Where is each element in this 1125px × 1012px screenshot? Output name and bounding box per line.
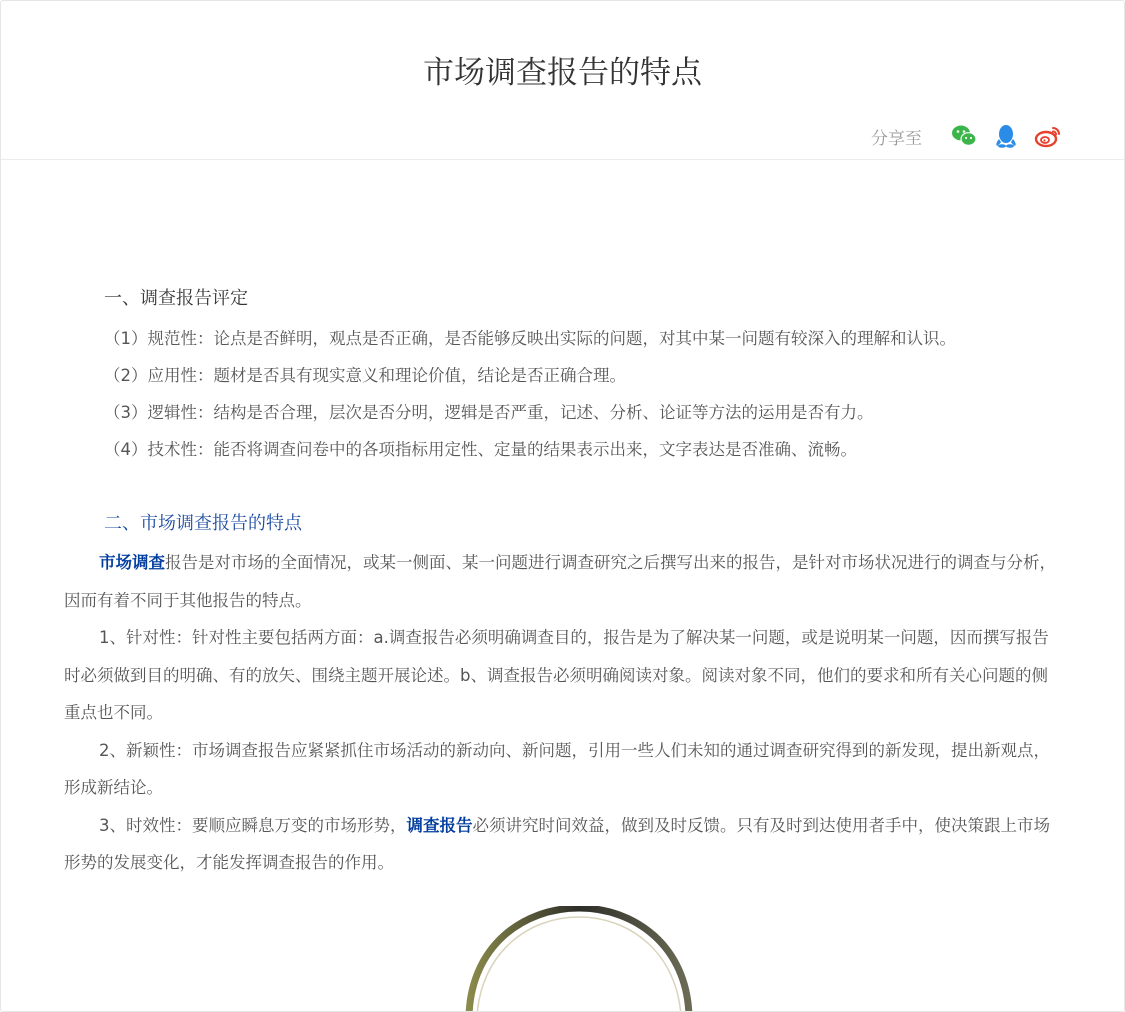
point3-text-pre: 3、时效性：要顺应瞬息万变的市场形势，: [99, 815, 407, 835]
point3-text-post: 必须讲究时间效益，做到及时反馈。只有及时到达使用者手中，使决策跟上市场形势的发展变化，才能发挥调查报告的作用。: [64, 815, 1050, 872]
section-heading-features: 二、市场调查报告的特点: [104, 513, 302, 534]
magnifier-image: [463, 906, 695, 1012]
page-title: 市场调查报告的特点: [423, 55, 702, 91]
intro-text: 报告是对市场的全面情况，或某一侧面、某一问题进行调查研究之后撰写出来的报告，是针对市场状况进行的调查与分析，因而有着不同于其他报告的特点。: [64, 553, 1056, 610]
section-heading-evaluation: 一、调查报告评定: [104, 288, 248, 309]
keyword-link-market-research[interactable]: 市场调查: [99, 553, 165, 572]
criterion-item: （2）应用性：题材是否具有现实意义和理论价值，结论是否正确合理。: [104, 366, 626, 385]
feature-paragraph: 1、针对性：针对性主要包括两方面：a.调查报告必须明确调查目的，报告是为了解决某一问题，或是说明某一问题，因而撰写报告时必须做到目的明确、有的放矢、围绕主题开展论述。b、调查报告必须明确阅读对象。阅读对象不同，他们的要求和所有关心问题的侧重点也不同。: [64, 628, 1049, 722]
intro-paragraph: [64, 544, 1064, 619]
criterion-item: （3）逻辑性：结构是否合理，层次是否分明，逻辑是否严重，记述、分析、论证等方法的运用是否有力。: [104, 403, 874, 422]
article-body: [64, 281, 1064, 882]
feature-paragraph: 2、新颖性：市场调查报告应紧紧抓住市场活动的新动向、新问题，引用一些人们未知的通过调查研究得到的新发现，提出新观点，形成新结论。: [64, 740, 1050, 797]
criterion-item: （4）技术性：能否将调查问卷中的各项指标用定性、定量的结果表示出来，文字表达是否准确、流畅。: [104, 440, 857, 459]
article-header: [1, 1, 1124, 160]
qq-icon[interactable]: [992, 122, 1020, 150]
weibo-icon[interactable]: [1034, 122, 1062, 150]
share-label: 分享至: [871, 128, 922, 149]
criterion-item: （1）规范性：论点是否鲜明，观点是否正确，是否能够反映出实际的问题，对其中某一问题有较深入的理解和认识。: [104, 329, 956, 348]
share-bar: [871, 119, 1062, 153]
keyword-link-survey-report[interactable]: 调查报告: [406, 815, 473, 835]
feature-paragraph: [64, 807, 1064, 882]
wechat-icon[interactable]: [950, 122, 978, 150]
